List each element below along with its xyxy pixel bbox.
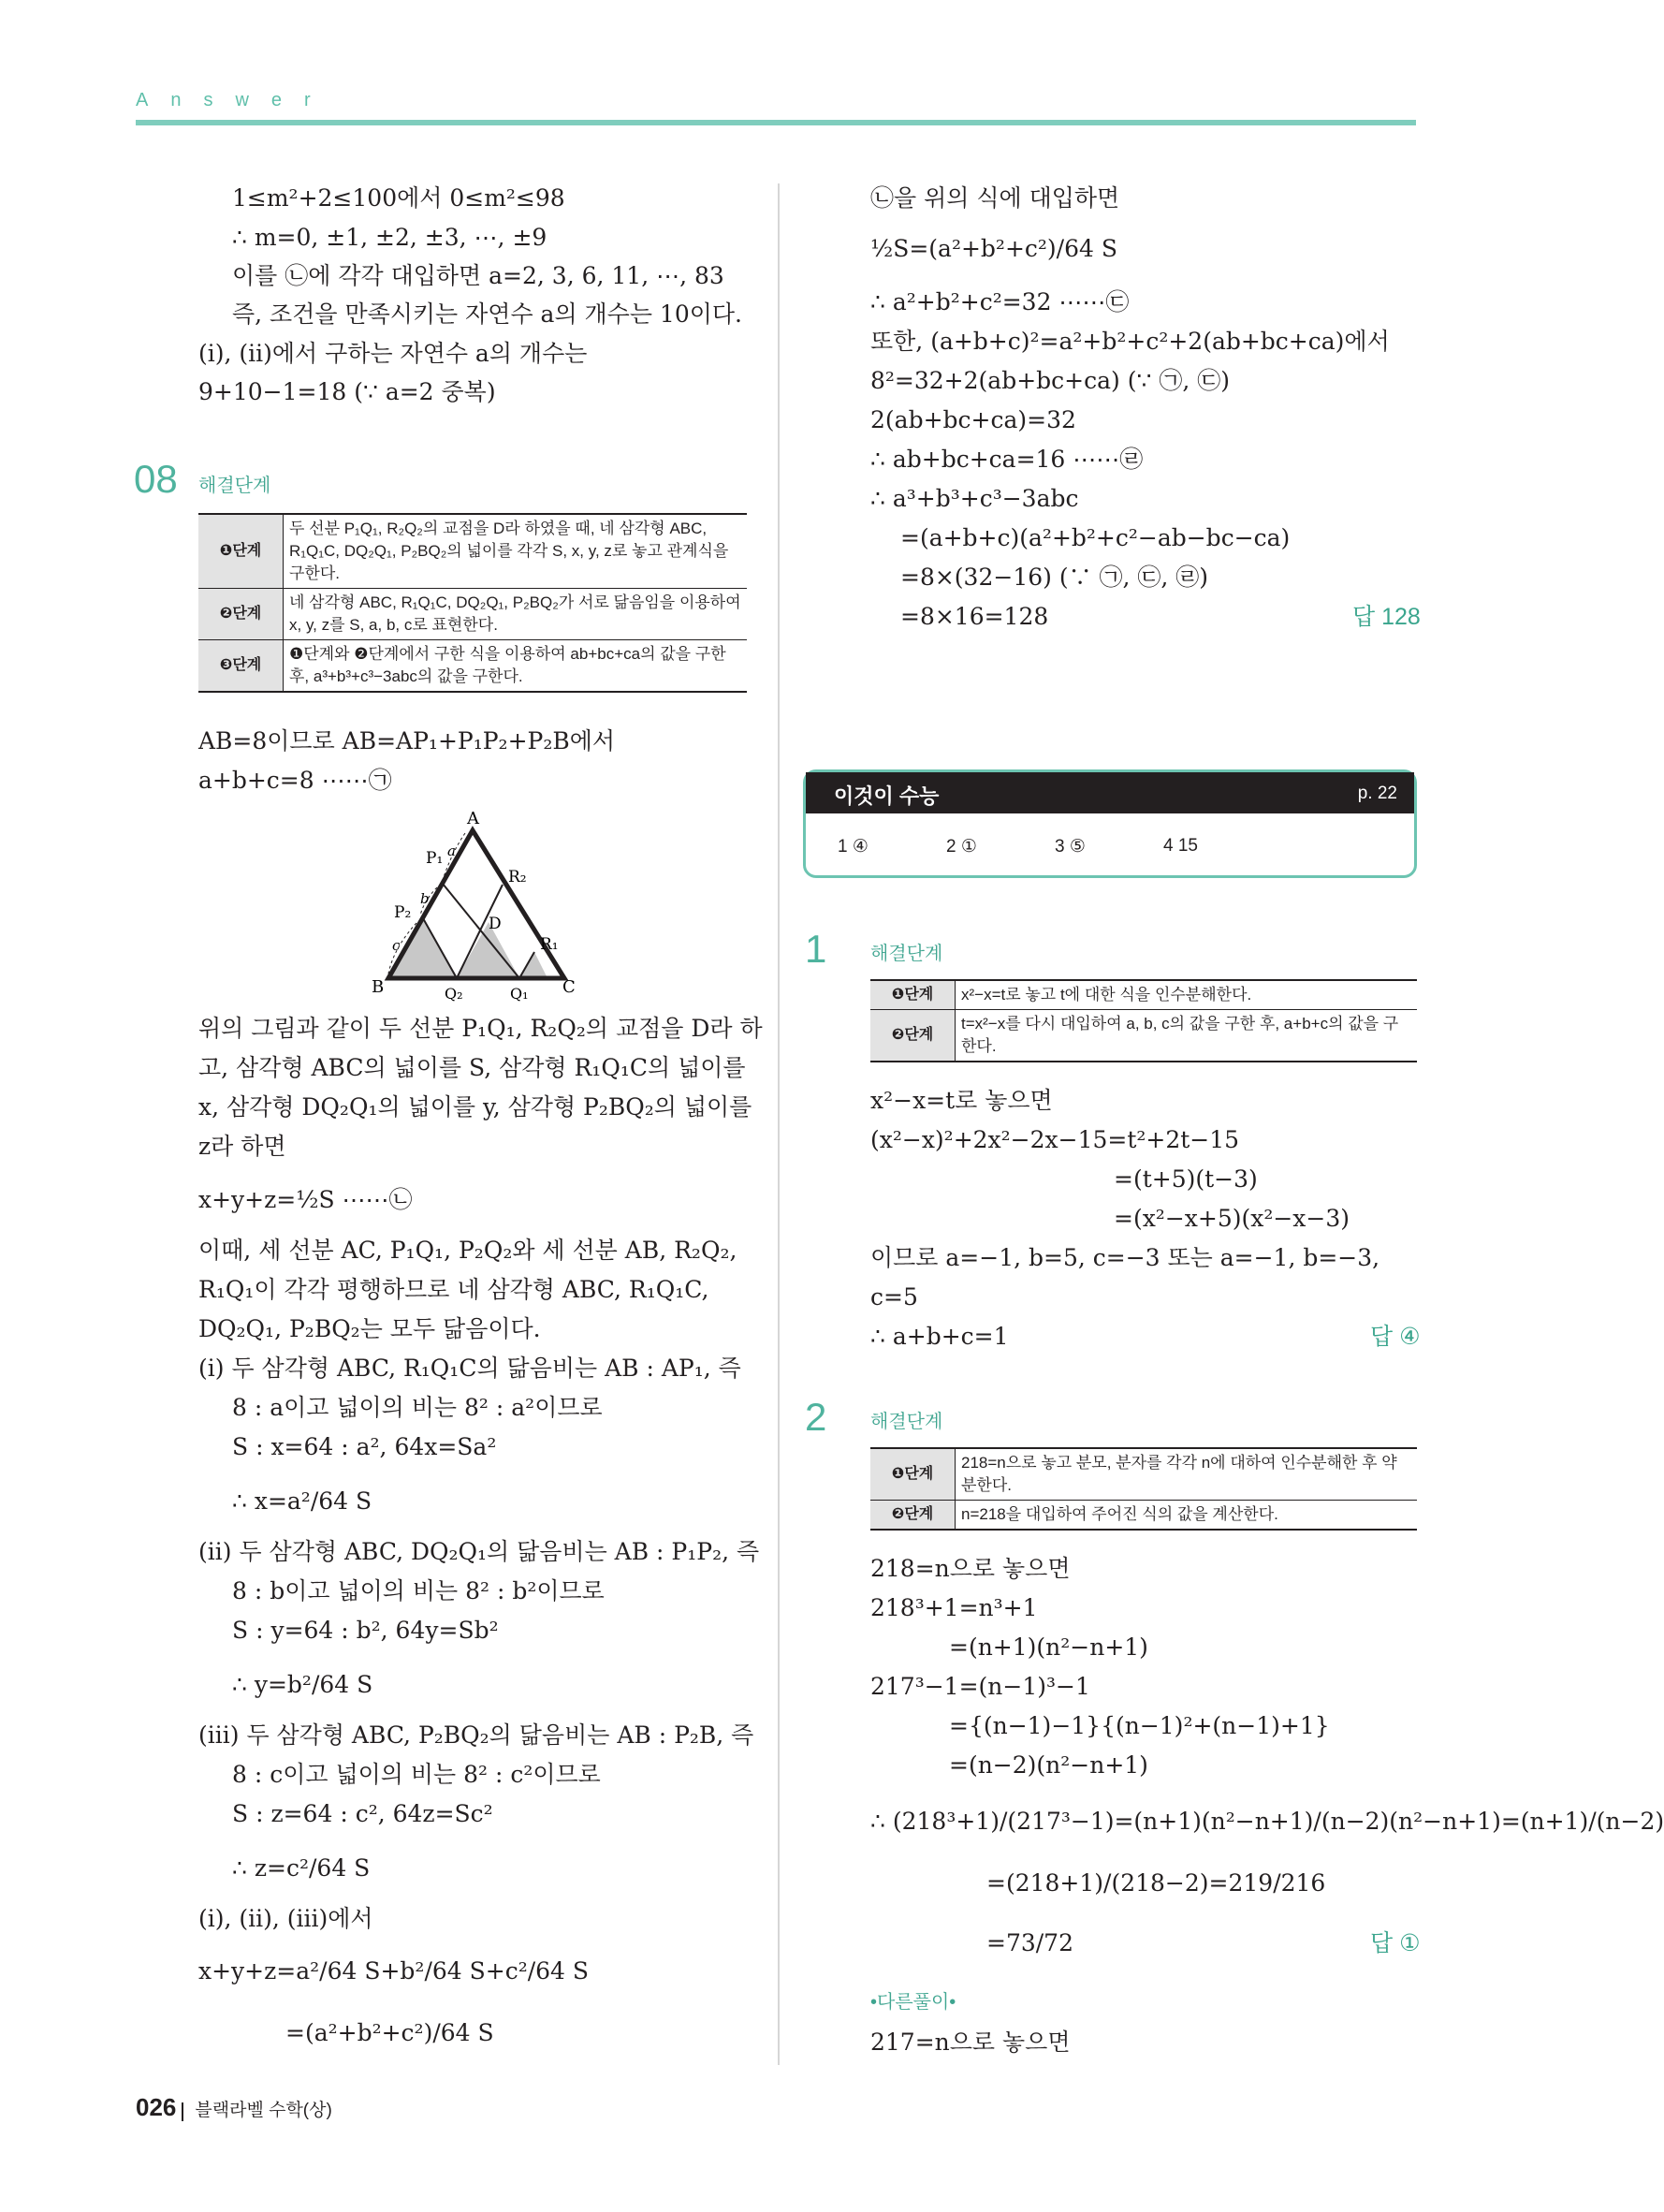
right-top-line: 8²=32+2(ab+bc+ca) (∵ ㉠, ㉢) xyxy=(870,367,1230,394)
step-text: n=218을 대입하여 주어진 식의 값을 계산한다. xyxy=(956,1501,1418,1531)
intro-line: 1≤m²+2≤100에서 0≤m²≤98 xyxy=(232,184,565,212)
label-Q2: Q₂ xyxy=(445,985,463,1003)
body-line: ∴ x=a²/64 S xyxy=(232,1487,372,1515)
step-label: ❸단계 xyxy=(198,640,284,693)
step-text: ❶단계와 ❷단계에서 구한 식을 이용하여 ab+bc+ca의 값을 구한 후, a³+b³+c³−3abc의 값을 구한다. xyxy=(284,640,748,693)
q1-line: x²−x=t로 놓으면 xyxy=(870,1087,1053,1114)
column-divider xyxy=(778,183,780,2065)
right-top-line: 2(ab+bc+ca)=32 xyxy=(870,406,1076,433)
intro-line: 이를 ㉡에 각각 대입하면 a=2, 3, 6, 11, ⋯, 83 xyxy=(232,262,724,289)
step-row xyxy=(198,514,747,589)
suneung-answer: 3 ⑤ xyxy=(1055,837,1086,857)
intro-line: 9+10−1=18 (∵ a=2 중복) xyxy=(198,378,496,405)
step-label: ❷단계 xyxy=(198,589,284,640)
label-A: A xyxy=(467,809,479,828)
answer-label: 답 128 xyxy=(1352,604,1421,630)
suneung-page: p. 22 xyxy=(1357,784,1397,803)
book-title: 블랙라벨 수학(상) xyxy=(195,2101,332,2120)
step-text: x²−x=t로 놓고 t에 대한 식을 인수분해한다. xyxy=(956,980,1418,1010)
q2-line: =73/72 xyxy=(986,1929,1073,1956)
right-top-line: ½S=(a²+b²+c²)/64 S xyxy=(870,235,1117,262)
intro-line: (ⅰ), (ⅱ)에서 구하는 자연수 a의 개수는 xyxy=(198,340,588,367)
step-label: ❷단계 xyxy=(870,1010,956,1062)
after-steps-line: a+b+c=8 ⋯⋯㉠ xyxy=(198,767,392,794)
suneung-answer: 4 15 xyxy=(1163,836,1198,856)
question-number: 1 xyxy=(805,927,827,971)
q1-line: ∴ a+b+c=1 xyxy=(870,1323,1009,1350)
step-row xyxy=(870,1501,1417,1531)
q1-line: c=5 xyxy=(870,1283,918,1311)
body-line: DQ₂Q₁, P₂BQ₂는 모두 닮음이다. xyxy=(198,1315,541,1342)
header-rule xyxy=(136,120,1416,125)
body-line: 위의 그림과 같이 두 선분 P₁Q₁, R₂Q₂의 교점을 D라 하 xyxy=(198,1015,763,1042)
body-line: S : y=64 : b², 64y=Sb² xyxy=(232,1617,499,1644)
label-C: C xyxy=(562,977,576,997)
right-top-line: =8×(32−16) (∵ ㉠, ㉢, ㉣) xyxy=(900,564,1209,591)
body-line: (ⅱ) 두 삼각형 ABC, DQ₂Q₁의 닮음비는 AB : P₁P₂, 즉 xyxy=(198,1538,760,1565)
step-text: t=x²−x를 다시 대입하여 a, b, c의 값을 구한 후, a+b+c의 값을 구한다. xyxy=(956,1010,1418,1062)
footer xyxy=(136,2093,332,2122)
label-B: B xyxy=(372,977,385,997)
q1-steps-table xyxy=(870,979,1417,1062)
header-label: Answer xyxy=(136,90,333,110)
step-label: ❶단계 xyxy=(198,514,284,589)
q1-line: =(x²−x+5)(x²−x−3) xyxy=(1114,1205,1350,1232)
body-line: S : z=64 : c², 64z=Sc² xyxy=(232,1800,493,1827)
step-label: ❷단계 xyxy=(870,1501,956,1531)
right-top-line: ∴ a²+b²+c²=32 ⋯⋯㉢ xyxy=(870,288,1130,315)
q2-line: =(n−2)(n²−n+1) xyxy=(949,1751,1148,1779)
alt-solution-line: 217=n으로 놓으면 xyxy=(870,2029,1071,2056)
body-line: (ⅰ), (ⅱ), (ⅲ)에서 xyxy=(198,1905,373,1932)
q2-line: 218=n으로 놓으면 xyxy=(870,1555,1071,1582)
body-line: R₁Q₁이 각각 평행하므로 네 삼각형 ABC, R₁Q₁C, xyxy=(198,1276,709,1303)
body-line: (ⅰ) 두 삼각형 ABC, R₁Q₁C의 닮음비는 AB : AP₁, 즉 xyxy=(198,1355,741,1382)
label-Q1: Q₁ xyxy=(510,985,529,1003)
q2-steps-table xyxy=(870,1447,1417,1531)
footer-separator xyxy=(182,2102,183,2121)
label-P2: P₂ xyxy=(394,903,412,922)
body-line: z라 하면 xyxy=(198,1133,286,1160)
suneung-answer: 1 ④ xyxy=(838,837,868,857)
suneung-box xyxy=(803,769,1417,878)
step-label: ❶단계 xyxy=(870,980,956,1010)
body-line: 이때, 세 선분 AC, P₁Q₁, P₂Q₂와 세 선분 AB, R₂Q₂, xyxy=(198,1237,737,1264)
label-c: c xyxy=(392,937,401,954)
answer-label: 답 ① xyxy=(1370,1930,1421,1956)
intro-line: 즉, 조건을 만족시키는 자연수 a의 개수는 10이다. xyxy=(232,300,742,328)
body-line: 8 : b이고 넓이의 비는 8² : b²이므로 xyxy=(232,1577,605,1604)
step-text: 218=n으로 놓고 분모, 분자를 각각 n에 대하여 인수분해한 후 약분한다. xyxy=(956,1448,1418,1501)
q2-line: =(n+1)(n²−n+1) xyxy=(949,1633,1148,1661)
right-top-line: ∴ a³+b³+c³−3abc xyxy=(870,485,1079,512)
body-line: =(a²+b²+c²)/64 S xyxy=(285,2019,494,2046)
suneung-answer: 2 ① xyxy=(946,837,977,857)
alt-solution-title: •다른풀이• xyxy=(870,1992,956,2013)
body-line: 8 : a이고 넓이의 비는 8² : a²이므로 xyxy=(232,1394,603,1421)
right-top-line: =(a+b+c)(a²+b²+c²−ab−bc−ca) xyxy=(900,524,1291,551)
right-top-line: ㉡을 위의 식에 대입하면 xyxy=(870,184,1120,212)
body-line: x+y+z=a²/64 S+b²/64 S+c²/64 S xyxy=(198,1957,590,1985)
steps-table xyxy=(198,513,747,693)
right-top-line: 또한, (a+b+c)²=a²+b²+c²+2(ab+bc+ca)에서 xyxy=(870,328,1390,355)
step-label: ❶단계 xyxy=(870,1448,956,1501)
label-P1: P₁ xyxy=(426,849,444,868)
suneung-title: 이것이 수능 xyxy=(834,784,940,808)
step-row xyxy=(198,589,747,640)
q1-line: (x²−x)²+2x²−2x−15=t²+2t−15 xyxy=(870,1126,1240,1153)
after-steps-line: AB=8이므로 AB=AP₁+P₁P₂+P₂B에서 xyxy=(198,727,616,754)
q2-line: 218³+1=n³+1 xyxy=(870,1594,1038,1621)
q2-line: =(218+1)/(218−2)=219/216 xyxy=(986,1869,1326,1897)
question-title: 해결단계 xyxy=(870,944,943,964)
q2-line: ={(n−1)−1}{(n−1)²+(n−1)+1} xyxy=(949,1712,1330,1739)
body-line: x, 삼각형 DQ₂Q₁의 넓이를 y, 삼각형 P₂BQ₂의 넓이를 xyxy=(198,1093,752,1121)
body-line: 고, 삼각형 ABC의 넓이를 S, 삼각형 R₁Q₁C의 넓이를 xyxy=(198,1054,746,1081)
intro-line: ∴ m=0, ±1, ±2, ±3, ⋯, ±9 xyxy=(232,224,547,251)
body-line: ∴ y=b²/64 S xyxy=(232,1671,373,1698)
body-line: ∴ z=c²/64 S xyxy=(232,1854,371,1882)
label-D: D xyxy=(489,915,502,933)
question-number: 2 xyxy=(805,1395,827,1439)
body-line: S : x=64 : a², 64x=Sa² xyxy=(232,1433,497,1460)
label-a: a xyxy=(447,842,456,859)
page-number: 026 xyxy=(136,2093,177,2121)
step-row xyxy=(870,980,1417,1010)
label-R1: R₁ xyxy=(540,935,559,954)
label-b: b xyxy=(420,890,430,907)
step-row xyxy=(870,1448,1417,1501)
body-line: x+y+z=½S ⋯⋯㉡ xyxy=(198,1186,413,1213)
body-line: 8 : c이고 넓이의 비는 8² : c²이므로 xyxy=(232,1761,601,1788)
triangle-figure xyxy=(360,807,585,1002)
label-R2: R₂ xyxy=(508,868,527,886)
suneung-header xyxy=(806,772,1414,813)
step-text: 네 삼각형 ABC, R₁Q₁C, DQ₂Q₁, P₂BQ₂가 서로 닮음임을 이용하여 x, y, z를 S, a, b, c로 표현한다. xyxy=(284,589,748,640)
q2-line: ∴ (218³+1)/(217³−1)=(n+1)(n²−n+1)/(n−2)(n²−n+1)=(n+1)/(n−2) xyxy=(870,1808,1664,1835)
q1-line: 이므로 a=−1, b=5, c=−3 또는 a=−1, b=−3, xyxy=(870,1244,1380,1271)
q2-line: 217³−1=(n−1)³−1 xyxy=(870,1673,1090,1700)
section-title: 해결단계 xyxy=(198,476,271,496)
right-top-line: ∴ ab+bc+ca=16 ⋯⋯㉣ xyxy=(870,446,1144,473)
q1-line: =(t+5)(t−3) xyxy=(1114,1165,1258,1193)
question-title: 해결단계 xyxy=(870,1412,943,1432)
answer-label: 답 ④ xyxy=(1370,1324,1421,1350)
step-text: 두 선분 P₁Q₁, R₂Q₂의 교점을 D라 하였을 때, 네 삼각형 ABC, R₁Q₁C, DQ₂Q₁, P₂BQ₂의 넓이를 각각 S, x, y, z로 놓고 관계식을 구한다. xyxy=(284,514,748,589)
body-line: (ⅲ) 두 삼각형 ABC, P₂BQ₂의 닮음비는 AB : P₂B, 즉 xyxy=(198,1721,754,1749)
section-number: 08 xyxy=(134,457,178,501)
right-top-line: =8×16=128 xyxy=(900,603,1049,630)
step-row xyxy=(198,640,747,693)
step-row xyxy=(870,1010,1417,1062)
